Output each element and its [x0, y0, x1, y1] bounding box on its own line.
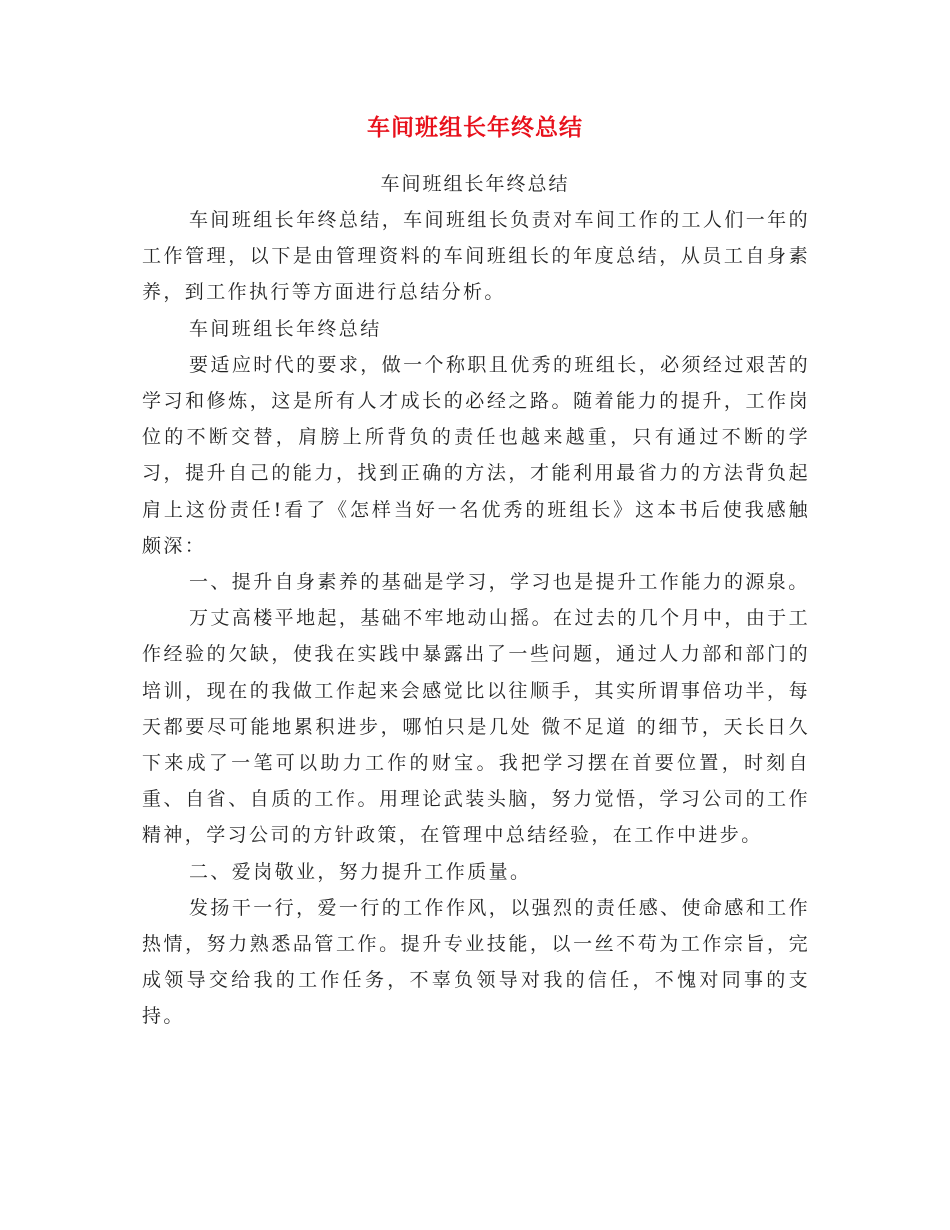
- paragraph-learning: 万丈高楼平地起，基础不牢地动山摇。在过去的几个月中，由于工作经验的欠缺，使我在实践中暴露出了一些问题，通过人力部和部门的培训，现在的我做工作起来会感觉比以往顺手，其实所谓事倍功半，每天都要尽可能地累积进步，哪怕只是几处 微不足道 的细节，天长日久下来成了一笔可以助力工作的财宝。我把学习摆在首要位置，时刻自重、自省、自质的工作。用理论武装头脑，努力觉悟，学习公司的工作精神，学习公司的方针政策，在管理中总结经验，在工作中进步。: [142, 607, 810, 847]
- section-heading-2: 二、爱岗敬业，努力提升工作质量。: [189, 860, 532, 883]
- paragraph-heading: 车间班组长年终总结: [189, 317, 382, 340]
- paragraph-intro: 车间班组长年终总结，车间班组长负责对车间工作的工人们一年的工作管理，以下是由管理资料的车间班组长的年度总结，从员工自身素养，到工作执行等方面进行总结分析。: [142, 209, 810, 304]
- document-body: [142, 202, 810, 1035]
- section-heading-1: 一、提升自身素养的基础是学习，学习也是提升工作能力的源泉。: [189, 571, 810, 594]
- document-subtitle: 车间班组长年终总结: [380, 173, 570, 195]
- paragraph-dedication: 发扬干一行，爱一行的工作作风，以强烈的责任感、使命感和工作热情，努力熟悉品管工作。提升专业技能，以一丝不苟为工作宗旨，完成领导交给我的工作任务，不辜负领导对我的信任，不愧对同事的支持。: [142, 896, 810, 1028]
- document-title: 车间班组长年终总结: [367, 115, 583, 141]
- paragraph-requirements: 要适应时代的要求，做一个称职且优秀的班组长，必须经过艰苦的学习和修炼，这是所有人才成长的必经之路。随着能力的提升，工作岗位的不断交替，肩膀上所背负的责任也越来越重，只有通过不断的学习，提升自己的能力，找到正确的方法，才能利用最省力的方法背负起肩上这份责任!看了《怎样当好一名优秀的班组长》这本书后使我感触颇深：: [142, 353, 810, 557]
